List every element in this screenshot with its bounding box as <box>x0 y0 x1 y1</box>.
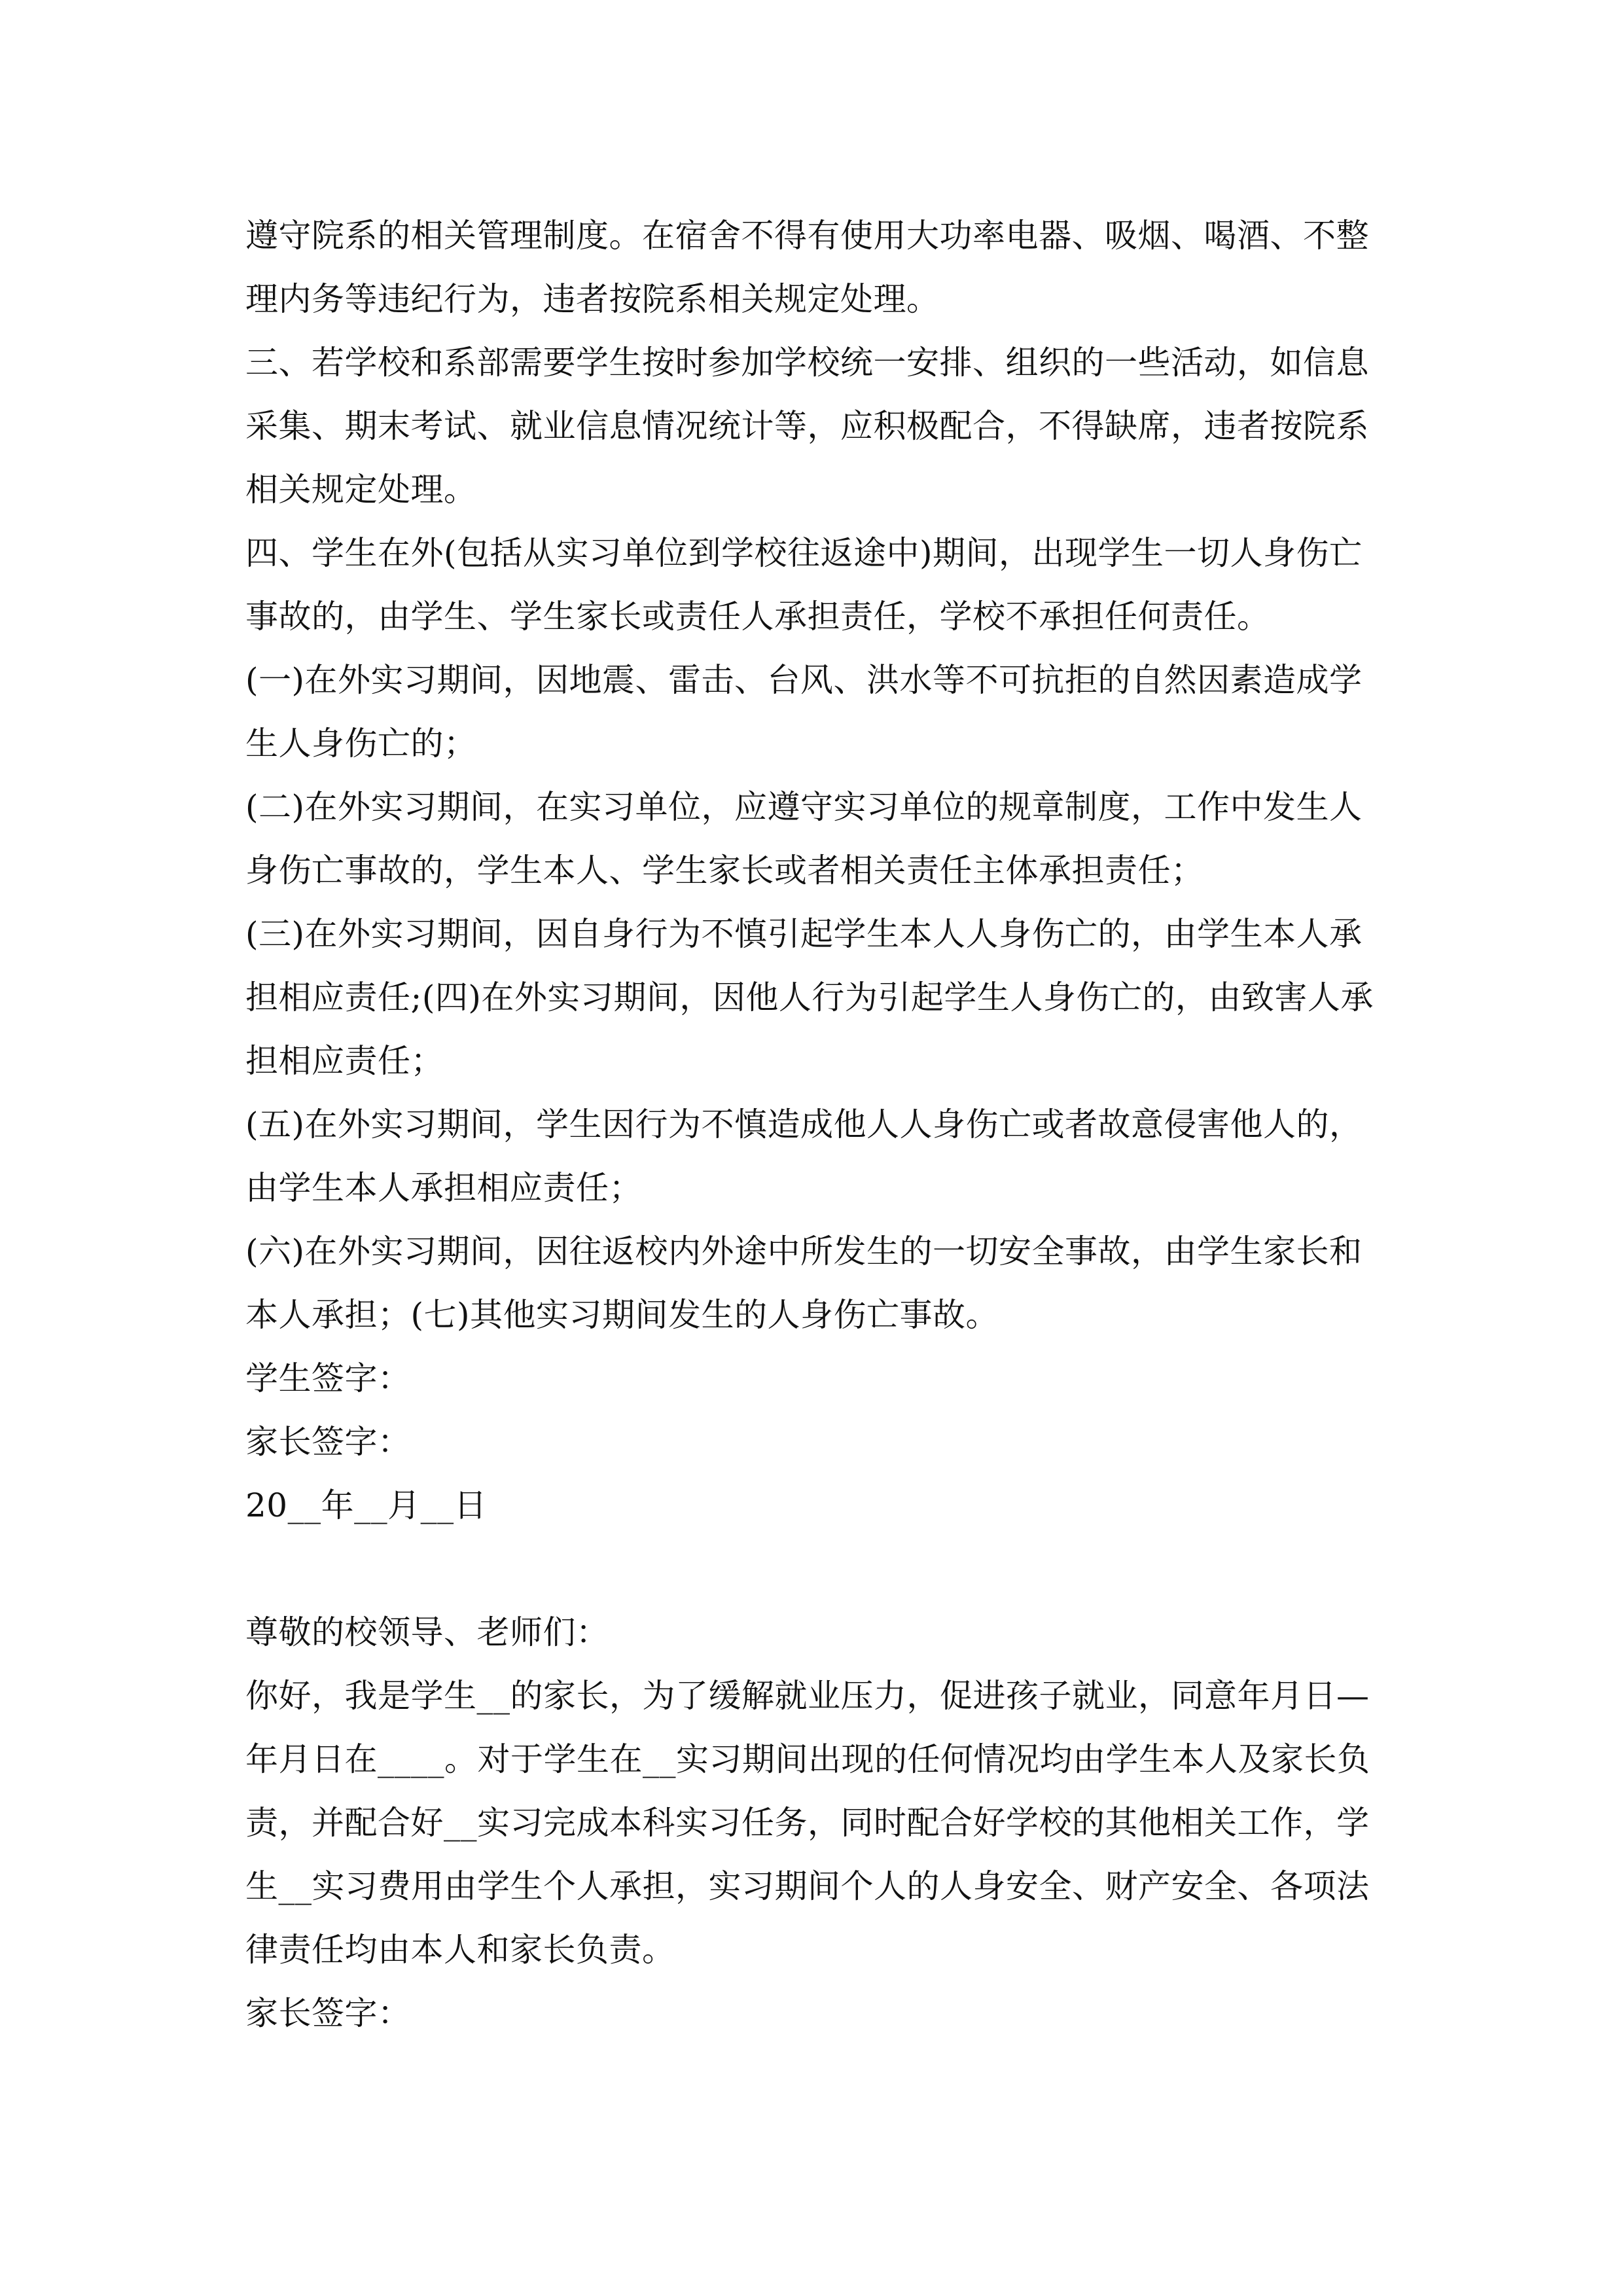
paragraph-item-3-4: (三)在外实习期间，因自身行为不慎引起学生本人人身伤亡的，由学生本人承担相应责任;(四)在外实习期间，因他人行为引起学生人身伤亡的，由致害人承担相应责任； <box>245 915 1374 1080</box>
student-signature-line: 学生签字： <box>245 1359 411 1397</box>
document-body <box>245 204 1381 2045</box>
parent-signature-line: 家长签字： <box>245 1423 411 1461</box>
letter-greeting: 尊敬的校领导、老师们： <box>245 1613 609 1651</box>
paragraph-item-6-7: (六)在外实习期间，因往返校内外途中所发生的一切安全事故，由学生家长和本人承担；(七)其他实习期间发生的人身伤亡事故。 <box>245 1232 1363 1334</box>
letter-parent-signature-line: 家长签字： <box>245 1994 411 2032</box>
section-spacer <box>245 1537 1381 1601</box>
paragraph-item-2: (二)在外实习期间，在实习单位，应遵守实习单位的规章制度，工作中发生人身伤亡事故的，学生本人、学生家长或者相关责任主体承担责任； <box>245 788 1363 889</box>
paragraph-dormitory-rules: 遵守院系的相关管理制度。在宿舍不得有使用大功率电器、吸烟、喝酒、不整理内务等违纪行为，违者按院系相关规定处理。 <box>245 217 1369 318</box>
paragraph-clause-4: 四、学生在外(包括从实习单位到学校往返途中)期间，出现学生一切人身伤亡事故的，由学生、学生家长或责任人承担责任，学校不承担任何责任。 <box>245 534 1363 636</box>
letter-body: 你好，我是学生__的家长，为了缓解就业压力，促进孩子就业，同意年月日—年月日在____。对于学生在__实习期间出现的任何情况均由学生本人及家长负责，并配合好__实习完成本科实习任务，同时配合好学校的其他相关工作，学生__实习费用由学生个人承担，实习期间个人的人身安全、财产安全、各项法律责任均由本人和家长负责。 <box>245 1677 1370 1969</box>
paragraph-item-1: (一)在外实习期间，因地震、雷击、台风、洪水等不可抗拒的自然因素造成学生人身伤亡的； <box>245 661 1363 762</box>
paragraph-item-5: (五)在外实习期间，学生因行为不慎造成他人人身伤亡或者故意侵害他人的，由学生本人承担相应责任； <box>245 1105 1363 1207</box>
date-line: 20__年__月__日 <box>245 1486 488 1524</box>
paragraph-clause-3: 三、若学校和系部需要学生按时参加学校统一安排、组织的一些活动，如信息采集、期末考试、就业信息情况统计等，应积极配合，不得缺席，违者按院系相关规定处理。 <box>245 344 1369 509</box>
